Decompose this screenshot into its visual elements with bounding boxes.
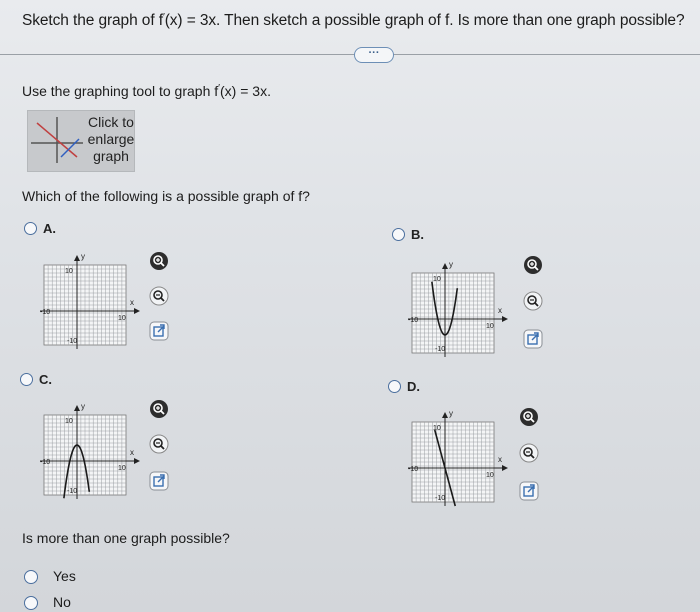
zoom-out-icon[interactable] (148, 285, 170, 307)
option-d-graph (404, 402, 514, 512)
no-radio[interactable] (24, 596, 38, 610)
x-axis-label: x (498, 306, 502, 315)
zoom-out-icon[interactable] (148, 433, 170, 455)
question-suffix: (x) = 3x. Then sketch a possible graph of f. Is more than one graph possible? (164, 12, 685, 29)
x-axis-label: x (498, 455, 502, 464)
x-min-label: -10 (40, 459, 51, 466)
zoom-out-icon[interactable] (522, 290, 544, 312)
question-prime: ′ (162, 12, 165, 23)
y-min-label: -10 (67, 338, 78, 345)
y-min-label: -10 (67, 488, 78, 495)
external-window-icon[interactable] (148, 320, 170, 342)
y-axis-arrow (74, 255, 80, 261)
x-axis-arrow (134, 308, 140, 314)
zoom-in-icon[interactable] (522, 254, 544, 276)
question-prefix: Sketch the graph of f (22, 12, 163, 29)
y-max-label: 10 (65, 418, 73, 425)
x-axis-arrow (502, 316, 508, 322)
option-c-label[interactable]: C. (39, 372, 52, 387)
question-text (22, 12, 684, 30)
second-question: Is more than one graph possible? (22, 530, 230, 546)
y-max-label: 10 (433, 425, 441, 432)
y-axis-label: y (449, 409, 453, 418)
external-window-icon[interactable] (518, 480, 540, 502)
option-a-graph (36, 245, 146, 355)
x-min-label: -10 (40, 309, 51, 316)
instruction-suffix: (x) = 3x. (220, 83, 271, 99)
option-b-label[interactable]: B. (411, 227, 424, 242)
zoom-in-icon[interactable] (518, 406, 540, 428)
y-axis-arrow (74, 405, 80, 411)
x-min-label: -10 (408, 466, 419, 473)
divider (0, 54, 700, 55)
x-max-label: 10 (486, 323, 494, 330)
zoom-in-icon[interactable] (148, 398, 170, 420)
zoom-in-icon[interactable] (148, 250, 170, 272)
external-window-icon[interactable] (148, 470, 170, 492)
x-max-label: 10 (118, 315, 126, 322)
option-c-radio[interactable] (20, 373, 33, 386)
option-b-graph (404, 253, 514, 363)
enlarge-graph-button[interactable] (27, 110, 135, 172)
x-axis-label: x (130, 448, 134, 457)
x-axis-label: x (130, 298, 134, 307)
y-axis-arrow (442, 412, 448, 418)
option-b-radio[interactable] (392, 228, 405, 241)
option-c-graph (36, 395, 146, 505)
yes-radio[interactable] (24, 570, 38, 584)
no-label[interactable]: No (53, 594, 71, 610)
x-min-label: -10 (408, 317, 419, 324)
instruction-prefix: Use the graphing tool to graph f (22, 83, 219, 99)
thumbnail-graph-icon (31, 117, 83, 163)
option-d-label[interactable]: D. (407, 379, 420, 394)
more-button[interactable]: ··· (354, 47, 394, 63)
yes-label[interactable]: Yes (53, 568, 76, 584)
y-axis-arrow (442, 263, 448, 269)
y-min-label: -10 (435, 346, 446, 353)
y-axis-label: y (81, 252, 85, 261)
y-axis-label: y (81, 402, 85, 411)
x-axis-arrow (502, 465, 508, 471)
option-a-label[interactable]: A. (43, 221, 56, 236)
y-min-label: -10 (435, 495, 446, 502)
x-axis-arrow (134, 458, 140, 464)
y-axis-label: y (449, 260, 453, 269)
thumb-line1: Click to (88, 114, 134, 130)
option-d-radio[interactable] (388, 380, 401, 393)
instruction-text (22, 83, 271, 99)
zoom-out-icon[interactable] (518, 442, 540, 464)
which-prompt: Which of the following is a possible graph of f? (22, 188, 310, 204)
thumb-line3: graph (93, 148, 129, 164)
thumb-line2: enlarge (87, 131, 135, 147)
external-window-icon[interactable] (522, 328, 544, 350)
option-a-radio[interactable] (24, 222, 37, 235)
x-max-label: 10 (486, 472, 494, 479)
y-max-label: 10 (433, 276, 441, 283)
y-max-label: 10 (65, 268, 73, 275)
instruction-prime: ′ (218, 83, 221, 94)
thumbnail-caption (86, 114, 136, 165)
x-max-label: 10 (118, 465, 126, 472)
